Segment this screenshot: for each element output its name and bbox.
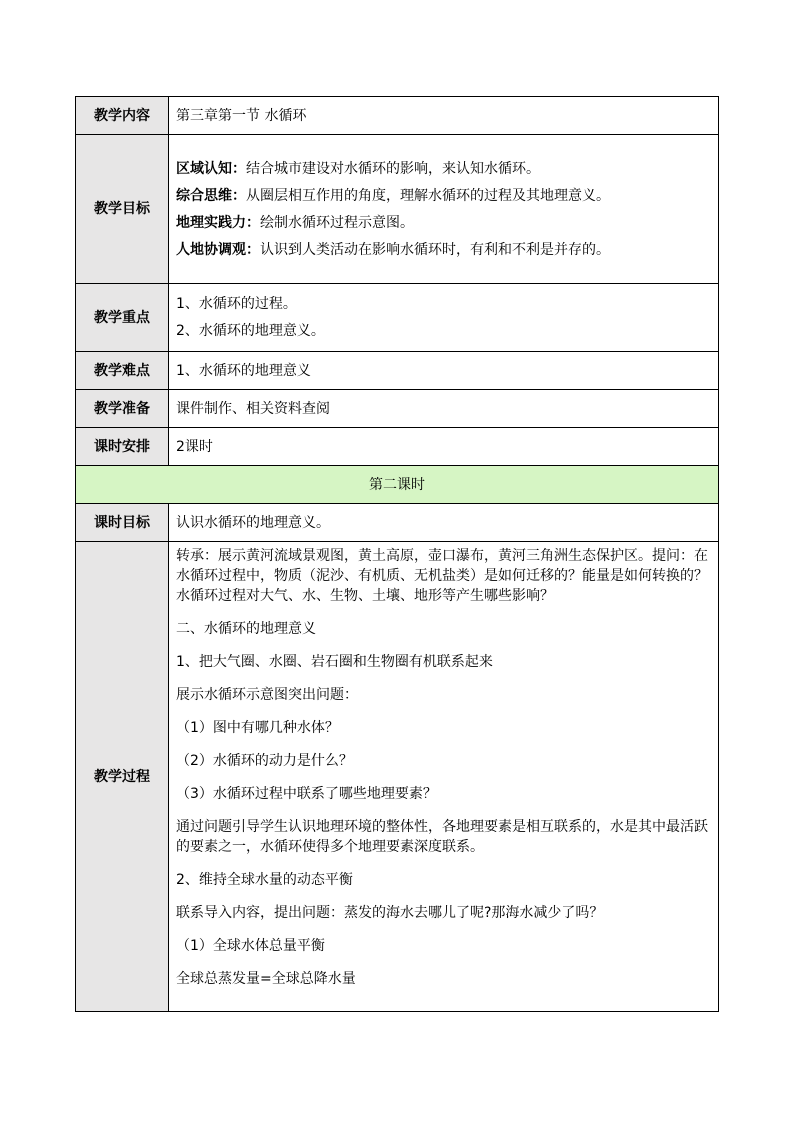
label-preparation: 教学准备	[76, 390, 169, 428]
goal-item: 地理实践力：绘制水循环过程示意图。	[176, 214, 414, 231]
value-preparation: 课件制作、相关资料查阅	[169, 390, 719, 428]
label-process: 教学过程	[76, 542, 169, 1012]
process-paragraph: 二、水循环的地理意义	[176, 621, 316, 637]
row-preparation	[76, 390, 719, 428]
row-difficulties	[76, 352, 719, 390]
row-teaching-goals	[76, 135, 719, 284]
value-difficulties: 1、水循环的地理意义	[169, 352, 719, 390]
row-key-points	[76, 284, 719, 352]
value-teaching-content: 第三章第一节 水循环	[169, 97, 719, 135]
process-paragraph: 全球总蒸发量=全球总降水量	[176, 971, 356, 987]
row-lesson-goal	[76, 504, 719, 542]
key-point-item: 2、水循环的地理意义。	[176, 323, 325, 339]
label-key-points: 教学重点	[76, 284, 169, 352]
goal-item: 区域认知：结合城市建设对水循环的影响，来认知水循环。	[176, 160, 540, 177]
label-lesson-goal: 课时目标	[76, 504, 169, 542]
key-points-list	[169, 284, 719, 352]
process-paragraph: 通过问题引导学生认识地理环境的整体性，各地理要素是相互联系的，水是其中最活跃的要素之一，水循环使得多个地理要素深度联系。	[176, 819, 708, 855]
value-schedule: 2课时	[169, 428, 719, 466]
value-lesson-goal: 认识水循环的地理意义。	[169, 504, 719, 542]
label-schedule: 课时安排	[76, 428, 169, 466]
label-teaching-content: 教学内容	[76, 97, 169, 135]
process-paragraph: （1）图中有哪几种水体？	[176, 720, 339, 736]
label-teaching-goals: 教学目标	[76, 135, 169, 284]
process-paragraph: 展示水循环示意图突出问题：	[176, 687, 358, 703]
goal-item: 人地协调观：认识到人类活动在影响水循环时，有利和不利是并存的。	[176, 241, 610, 258]
row-schedule	[76, 428, 719, 466]
process-paragraph: 转承：展示黄河流域景观图，黄土高原，壶口瀑布，黄河三角洲生态保护区。提问：在水循环过程中，物质（泥沙、有机质、无机盐类）是如何迁移的？能量是如何转换的？水循环过程对大气、水、生物、土壤、地形等产生哪些影响？	[176, 548, 708, 604]
process-paragraph: 2、维持全球水量的动态平衡	[176, 872, 353, 888]
process-paragraph: （3）水循环过程中联系了哪些地理要素？	[176, 786, 437, 802]
row-lesson-title	[76, 466, 719, 504]
lesson-plan-table	[75, 96, 719, 1012]
row-teaching-content	[76, 97, 719, 135]
row-process	[76, 542, 719, 1012]
process-paragraph: 1、把大气圈、水圈、岩石圈和生物圈有机联系起来	[176, 654, 493, 670]
process-paragraph: 联系导入内容，提出问题：蒸发的海水去哪儿了呢?那海水减少了吗？	[176, 905, 604, 921]
label-difficulties: 教学难点	[76, 352, 169, 390]
process-body	[169, 542, 719, 1012]
process-paragraph: （2）水循环的动力是什么？	[176, 753, 353, 769]
process-paragraph: （1）全球水体总量平衡	[176, 938, 325, 954]
key-point-item: 1、水循环的过程。	[176, 296, 297, 312]
goal-item: 综合思维：从圈层相互作用的角度，理解水循环的过程及其地理意义。	[176, 187, 610, 204]
goals-list	[169, 135, 719, 284]
lesson-title: 第二课时	[76, 466, 719, 504]
